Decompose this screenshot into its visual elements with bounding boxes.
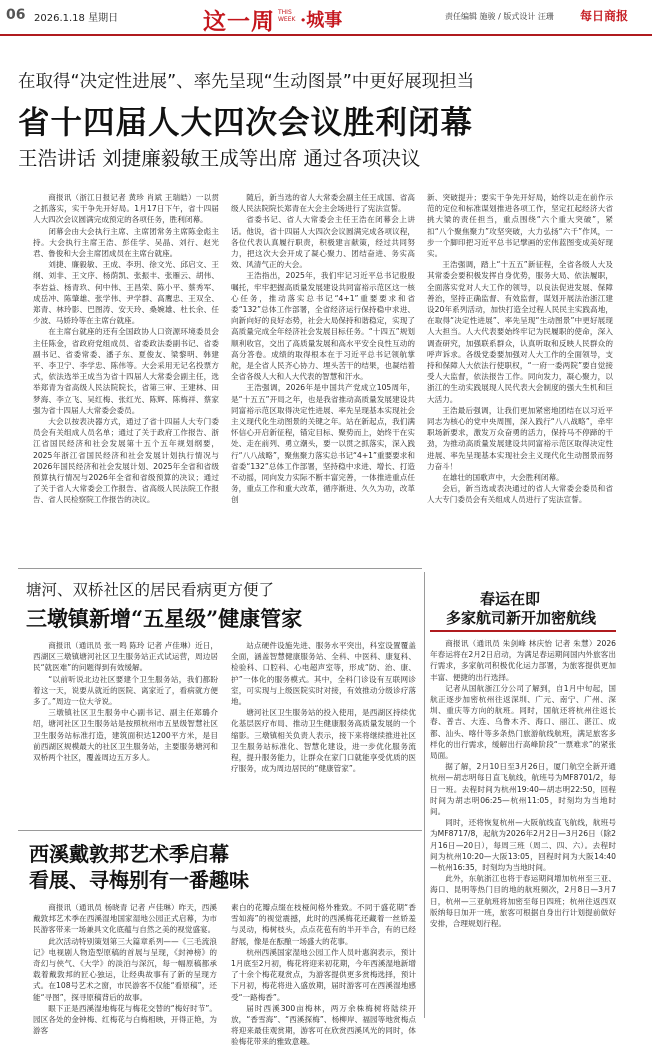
main-story-kicker: 在取得“决定性进展”、率先呈现“生动图景”中更好展现担当 bbox=[18, 72, 475, 92]
paragraph: 随后，新当选的省人大常委会副主任王成国、省高级人民法院院长郑青在大会主会场进行了宪法宣誓。 bbox=[231, 193, 415, 214]
paragraph: 此次活动特别策划第三大篇章系列——《三毛流浪记》电视剧人物造型原稿的首展与呈现，《封神榜》的奇幻与侠气、《大学》的淡泊与深沉，每一幅原稿都承载着戴敦邦的匠心独运，让经典故事有了新的呈现方式。在108号艺术之窗，市民游客不仅能“看原稿”，还能“寻图”，探寻原稿背后的故事。 bbox=[33, 936, 217, 1002]
paragraph: 刘捷、廉毅敏、王成、李玥、徐文光、邱启文、王纲、刘非、王文序、杨荫凯、张振丰、张雁云、胡伟、李岩益、杨青玖、何中伟、王昌荣、陈小平、蔡秀军、成岳冲、陈肇雄、张学伟、尹学群、高鹰忠、王双全、郑青、林玲影、巴图涛、安天玲、桑婉雄、杜长余、任少波、马娇玲等在主席台就座。 bbox=[33, 260, 219, 326]
paragraph: 王浩强调，踏上“十五五”新征程，全省各级人大及其常委会要积极发挥自身优势，服务大局、依法履职，全面落实党对人大工作的领导，以良法促进发展、保障善治，坚持正确监督、有效监督，谋划开展法治浙江建设20年系列活动，加快打造全过程人民民主实践高地，在取得“决定性进展”、率先呈现“生动图景”中更好展现人大担当。人大代表要始终牢记为民履职的使命，深入调查研究，加强联系群众，认真听取和反映人民群众的呼声诉求。各级党委要加强对人大工作的全面领导，支持和保障人大依法行使职权，“一府一委两院”要自觉接受人大监督，依法报告工作。同向发力，凝心聚力，以浙江的生动实践展现人民代表大会制度的强大生机和巨大活力。 bbox=[427, 260, 613, 404]
section-divider bbox=[18, 568, 422, 569]
story3-headline-line-2: 看展、寻梅别有一番趣味 bbox=[29, 868, 249, 892]
sidebar-headline-line-1: 春运在即 bbox=[480, 590, 541, 608]
paragraph: 会后，新当选或表决通过的省人大常委会委员和省人大专门委员会有关组成人员进行了宪法宣誓。 bbox=[427, 484, 613, 505]
paragraph: 商报讯（通讯员 朱剑峰 林庆怡 记者 朱慧）2026年春运将在2月2日启动，为满足春运期间国内外旅客出行需求，多家航司积极优化运力部署，为旅客提供更加丰富、便捷的出行选择。 bbox=[430, 639, 616, 682]
masthead bbox=[0, 0, 652, 36]
paragraph: 省委书记、省人大常委会主任王浩在闭幕会上讲话。他说，省十四届人大四次会议圆满完成各项议程，各位代表认真履行职责，积极建言献策，经过共同努力，把这次大会开成了凝心聚力、团结奋进、务实高效、风清气正的大会。 bbox=[231, 215, 415, 270]
sidebar-headline-line-2: 多家航司新开加密航线 bbox=[446, 609, 597, 627]
story2-column-2 bbox=[231, 640, 416, 826]
story2-kicker: 塘河、双桥社区的居民看病更方便了 bbox=[26, 581, 275, 599]
story3-column-1 bbox=[33, 902, 217, 1036]
main-story-column-1 bbox=[33, 192, 219, 560]
editor-credits: 责任编辑 施骏 / 版式设计 汪珊 bbox=[445, 12, 554, 21]
paragraph: 据了解，2月10日至3月26日，厦门航空全新开通杭州—胡志明每日直飞航线，航班号为MF8701/2，每日一班。去程时间为杭州19:40—胡志明22:50，回程时间为胡志明06:25—杭州11:05，时刻均为当地时间。 bbox=[430, 762, 616, 817]
paragraph: 三墩镇社区卫生服务中心副书记、副主任郑璐介绍，塘河社区卫生服务站是按照杭州市五星级智慧社区卫生服务站标准打造，建筑面积达1200平方米，是目前西湖区规模最大的社区卫生服务站，主要服务塘河和双桥两个社区，覆盖周边五万多人。 bbox=[33, 708, 218, 763]
section-week-label: THIS WEEK bbox=[278, 9, 296, 23]
paragraph: 王浩指出，2025年，我们牢记习近平总书记殷殷嘱托，牢牢把握高质量发展建设共同富裕示范区这一核心任务，推动落实总书记“4+1”重要要求和省委“132”总体工作部署，全省经济运行保持稳中求进、向新向好的良好态势，社会大局保持和谐稳定，实现了高质量完成全年经济社会发展目标任务。“十四五”规划顺利收官，交出了高质量发展和高水平安全良性互动的高分答卷。成绩的取得根本在于习近平总书记领航掌舵，是全省人民齐心协力、埋头苦干的结果，也凝结着全省各级人大和人大代表的智慧和汗水。 bbox=[231, 271, 415, 382]
main-story-subheadline: 王浩讲话 刘捷廉毅敏王成等出席 通过各项决议 bbox=[18, 147, 421, 170]
paragraph: 在主席台就座的还有全国政协人口资源环境委员会主任陈金，省政府党组成员、省委政法委副书记、省委副书记、省委常委、潘子东、夏俊友、梁黎明、韩建平、李卫宁、李学忠、陈伟等。大会采用无记名投票方式，依法选举王成当为省十四届人大常委会副主任，选举郑青为省高级人民法院院长，省第三审、王建林、田梦海、李立飞、吴红梅、张红光、陈辉、陈梅祥、蔡家强为省十四届人大常委会委员。 bbox=[33, 327, 219, 415]
sidebar-column bbox=[430, 638, 616, 1016]
main-story-column-3 bbox=[427, 192, 613, 560]
column-divider bbox=[424, 572, 425, 1018]
paragraph: 商报讯（浙江日报记者 黄珍 肖斌 王瑞皓）一以贯之抓落实，实干争先开好局。1月17日下午，省十四届人大四次会议圆满完成预定的各项任务，胜利闭幕。 bbox=[33, 193, 219, 225]
story3-column-2 bbox=[231, 902, 416, 1047]
paragraph: 大会以按表决器方式，通过了省十四届人大专门委员会有关组成人员名单；通过了关于政府工作报告、浙江省国民经济和社会发展第十五个五年规划纲要，2025年浙江省国民经济和社会发展计划执行情况与2026年国民经济和社会发展计划、2025年全省和省级预算执行情况与2026年全省和省级预算的决议；通过了关于省人大常委会工作报告、省高级人民法院工作报告、省人民检察院工作报告的决议。 bbox=[33, 417, 219, 505]
paragraph: 记者从国航浙江分公司了解到，自1月中旬起，国航正逐步加密杭州往返深圳、广元、南宁、广州、深圳、重庆等方向的航班。同时，国航还将杭州往返长春、普吉、大连、乌鲁木齐、海口、丽江、湛江、成都、汕头、喀什等多条热门旅游航线航班，满足旅客多样化的出行需求，缓解出行高峰阶段“一票难求”的紧张局面。 bbox=[430, 683, 616, 761]
paragraph: 闭幕会由大会执行主席、主席团常务主席陈金彪主持。大会执行主席王浩、彭佳学、吴晶、刘行、赵光君、鲁俊和大会主席团成员在主席台就座。 bbox=[33, 226, 219, 259]
main-story-column-2 bbox=[231, 192, 415, 560]
story2-column-1 bbox=[33, 640, 218, 826]
paragraph: 新、突破提升；要实干争先开好局，始终以走在前作示范的定位和标准谋划推进各项工作，坚定扛起经济大省挑大梁的责任担当，重点围绕“六个重大突破”，紧扣“八个聚焦聚力”攻坚突破，大力弘扬“六千”作风，一步一个脚印把习近平总书记擘画的宏伟蓝图变成美好现实。 bbox=[427, 193, 613, 259]
story3-headline-line-1: 西溪戴敦邦艺术季启幕 bbox=[29, 842, 229, 866]
issue-date: 2026.1.18 星期日 bbox=[34, 13, 119, 24]
paragraph: 同时，还将恢复杭州—大阪航线直飞航线，航班号为MF8717/8，起航为2026年2月2日—3月26日（除2月16日—20日），每周三班（周二、四、六）。去程时间为杭州10:20—大阪13:05，回程时间为大阪14:40—杭州16:35，时刻均为当地时间。 bbox=[430, 818, 616, 873]
paragraph: 商报讯（通讯员 张一鸣 陈玲 记者 卢佳琳）近日，西湖区三墩镇塘河社区卫生服务站正式试运营，周边居民“就医难”的问题得到有效缓解。 bbox=[33, 641, 218, 673]
paragraph: 在雄壮的国歌声中，大会胜利闭幕。 bbox=[442, 473, 564, 483]
page-number: 06 bbox=[6, 7, 26, 23]
newspaper-name: 每日商报 bbox=[580, 9, 629, 23]
sidebar-accent-bar bbox=[430, 630, 616, 632]
paragraph: 王浩最后强调，让我们更加紧密地团结在以习近平同志为核心的党中央周围，深入践行“八八战略”，牵牢职场新要求，激发万众奋勇的活力，保持马不停蹄的干劲，为推动高质量发展建设共同富裕示范区取得决定性进展、率先呈现基本实现社会主义现代化生动图景而努力奋斗！ bbox=[427, 405, 613, 471]
paragraph: 王浩强调，2026年是中国共产党成立105周年，是“十五五”开局之年，也是我省推动高质量发展建设共同富裕示范区取得决定性进展、率先呈现基本实现社会主义现代化生动图景的关键之年。站在新起点，我们满怀信心开启新征程，锚定目标、聚势而上，始终干在实处、走在前列、勇立潮头，要一以贯之抓落实，深入践行“八八战略”，聚焦聚力落实总书记“4+1”重要要求和省委“132”总体工作部署，坚持稳中求进、增长、打造不动摇，同向发力实际不断丰富完善，一体推进重点任务，重点工作和重大改革，循序渐进、久久为功，改革创 bbox=[231, 383, 415, 505]
paragraph: 站点硬件设施先进、服务水平突出，科室设置覆盖全面，涵盖智慧健康服务站、全科、中医科、康复科、检验科、口腔科、心电超声室等，形成“防、治、康、护”一体化的服务模式。其中，全科门诊设有互联网诊室，可实现与上级医院实时对接，有效推动分级诊疗落地。 bbox=[231, 641, 416, 707]
paragraph: 届时西溪300亩梅林，两万余株梅树将陆续开放，“香雪海”、“西溪探梅”、杨柳岸、福园等地赏梅点将迎来最佳观赏期，游客可在欣赏西溪风光的同时，体验梅花带来的雅致意趣。 bbox=[231, 1003, 416, 1047]
section-logo: 这一周 bbox=[203, 8, 275, 35]
paragraph: 商报讯（通讯员 杨晓青 记者 卢佳琳）昨天，西溪戴敦邦艺术季在西溪湿地国家湿地公园正式启幕，为市民游客带来一场兼具文化底蕴与自然之美的视觉盛宴。 bbox=[33, 903, 217, 935]
paragraph: 素白的花瓣点缀在枝桠间格外雅致。不同于盛花期“香雪如海”的视觉震撼，此时的西溪梅花还藏着一丝娇羞与灵动，梅树枝头，点点花苞有的半开半合，有的已经舒展，像是在酝酿一场盛大的花事。 bbox=[231, 903, 416, 946]
section-divider bbox=[18, 830, 422, 831]
story2-headline: 三墩镇新增“五星级”健康管家 bbox=[26, 606, 303, 631]
paragraph: 塘河社区卫生服务站的投入使用，是西湖区持续优化基层医疗布局、推动卫生健康服务高质量发展的一个缩影。三墩镇相关负责人表示，接下来将继续推进社区卫生服务站标准化、智慧化建设，进一步优化服务流程，提升服务能力，让群众在家门口就能享受优质的医疗服务，成为周边居民的“健康管家”。 bbox=[231, 708, 416, 774]
paragraph: 杭州西溪国家湿地公园工作人员叶惠润表示，预计1月底至2月初，梅花将迎来初花期，今年西溪湿地新增了十余个梅花观赏点，为游客提供更多赏梅选择，预计下月初，梅花将进入盛放期，届时游客可在西溪湿地感受“一路梅香”。 bbox=[231, 947, 416, 1002]
main-story-headline: 省十四届人大四次会议胜利闭幕 bbox=[18, 104, 474, 141]
section-name: ·城事 bbox=[300, 10, 343, 31]
paragraph: 此外，东航浙江也将于春运期间增加杭州至三亚、海口、昆明等热门目的地的航班频次，2月8日—3月7日，杭州—三亚航班将加密至每日四班；杭州往返西双版纳每日加开一班，旅客可根据自身出行计划提前做好安排，合理规划行程。 bbox=[430, 874, 616, 929]
paragraph: “以前听说北边社区要建个卫生服务站，我们都盼着这一天，说要从就近的医院、离家近了，看病就方便多了。”周边一位大爷说。 bbox=[33, 674, 218, 707]
paragraph: 眼下正是西溪湿地梅花与梅花交替的“梅好时节”。园区各处的金钟梅、红梅花与白梅相映，开得正艳，为游客 bbox=[33, 1003, 217, 1036]
